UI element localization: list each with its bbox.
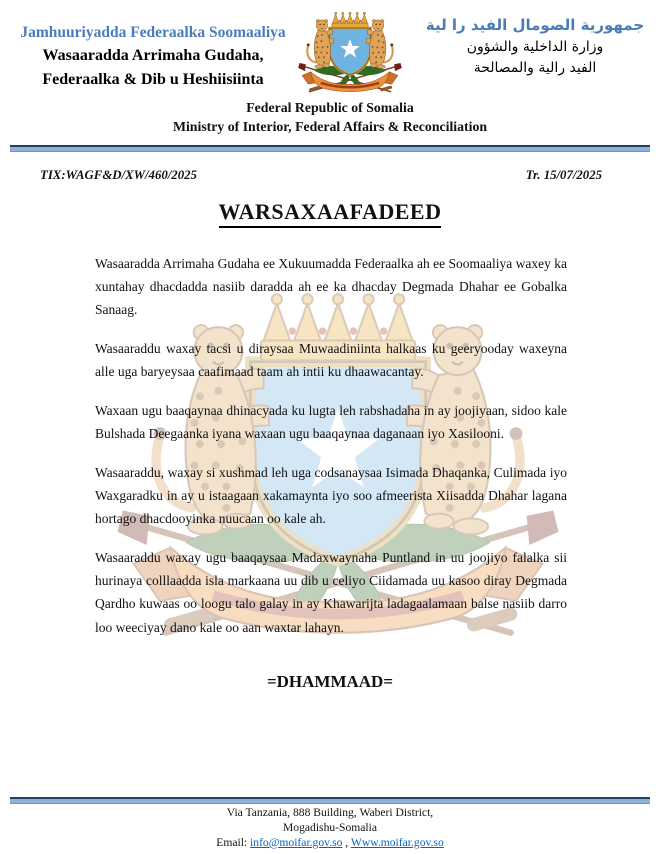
website-link[interactable]: Www.moifar.gov.so — [350, 835, 444, 849]
title-wrap — [0, 199, 660, 228]
header-arabic — [415, 14, 655, 79]
english-ministry-line: Ministry of Interior, Federal Affairs & Reconciliation — [172, 118, 488, 134]
arabic-ministry-line2: الفيد رالية والمصالحة — [473, 59, 597, 76]
reference-date: Tr. 15/07/2025 — [525, 168, 602, 182]
paragraph-5: Wasaaraddu waxay ugu baaqaysaa Madaxwaynaha Puntland in uu joojiyo falalka sii hurinaya colllaadda isla markaana uu dib u celiyo Ciidamada uu kasoo diray Degmada Qardho kuwaas oo loogu talo galay in ay Khawarijta ladagaalamaan balse nasiib darro loo weeciyay dano kale oo aan waxtar lahayn. — [95, 550, 567, 635]
arabic-republic-line: جمهورية الصومال الفيد را لية — [425, 16, 645, 34]
footer-address-line1: Via Tanzania, 888 Building, Waberi District, — [226, 806, 434, 819]
somali-ministry-line2: Federaalka & Dib u Heshiisiinta — [42, 71, 264, 89]
arabic-ministry-line1: وزارة الداخلية والشؤون — [466, 38, 604, 55]
paragraph-4: Wasaaraddu, waxay si xushmad leh uga codsanaysaa Isimada Dhaqanka, Culimada iyo Waxgaradku in ay u istaagaan xakamaynta iyo soo afmeerista Xiisadda Dhahar lagana hortago dhacdooyinka nuucaan oo kale ah. — [95, 464, 567, 527]
footer-address-line2: Mogadishu-Somalia — [282, 820, 378, 834]
somali-ministry-line1: Wasaaradda Arrimaha Gudaha, — [42, 47, 264, 65]
paragraph-1: Wasaaradda Arrimaha Gudaha ee Xukuumadda Federaalka ah ee Soomaaliya waxey ka xuntahay dhacdadda nasiib daradda ah ee ka dhacday Degmada Dhahar ee Gobalka Sanaag. — [95, 256, 567, 318]
somali-republic-line: Jamhuuriyadda Federaalka Soomaaliya — [20, 24, 286, 41]
footer-divider-rule — [10, 797, 650, 804]
header-somali — [8, 22, 298, 92]
email-link[interactable]: info@moifar.gov.so — [250, 835, 343, 849]
reference-number: TIX:WAGF&D/XW/460/2025 — [40, 168, 197, 182]
link-separator: , — [342, 835, 351, 849]
english-republic-line: Federal Republic of Somalia — [246, 100, 414, 115]
footer-contact-line — [0, 836, 660, 851]
page-title: WARSAXAAFADEED — [219, 199, 442, 228]
body-text — [95, 252, 567, 654]
paragraph-2: Wasaaraddu waxay tacsi u diraysaa Muwaadiniinta halkaas ku geeryooday waxeyna alle uga baryeysaa caafimaad taam ah intii ku dhaawacantay. — [95, 341, 567, 380]
reference-row — [40, 168, 602, 183]
email-label: Email: — [216, 835, 251, 849]
footer — [0, 806, 660, 850]
somalia-coat-of-arms-icon — [297, 7, 403, 99]
closing-line: =DHAMMAAD= — [266, 672, 394, 691]
header-divider-rule — [10, 145, 650, 152]
paragraph-3: Waxaan ugu baaqaynaa dhinacyada ku lugta leh rabshadaha in ay joojiyaan, sidoo kale Bulshada Deegaanka iyana waxaan ugu baaqaynaa daganaan iyo Xasilooni. — [95, 403, 567, 442]
header-english — [0, 99, 660, 136]
